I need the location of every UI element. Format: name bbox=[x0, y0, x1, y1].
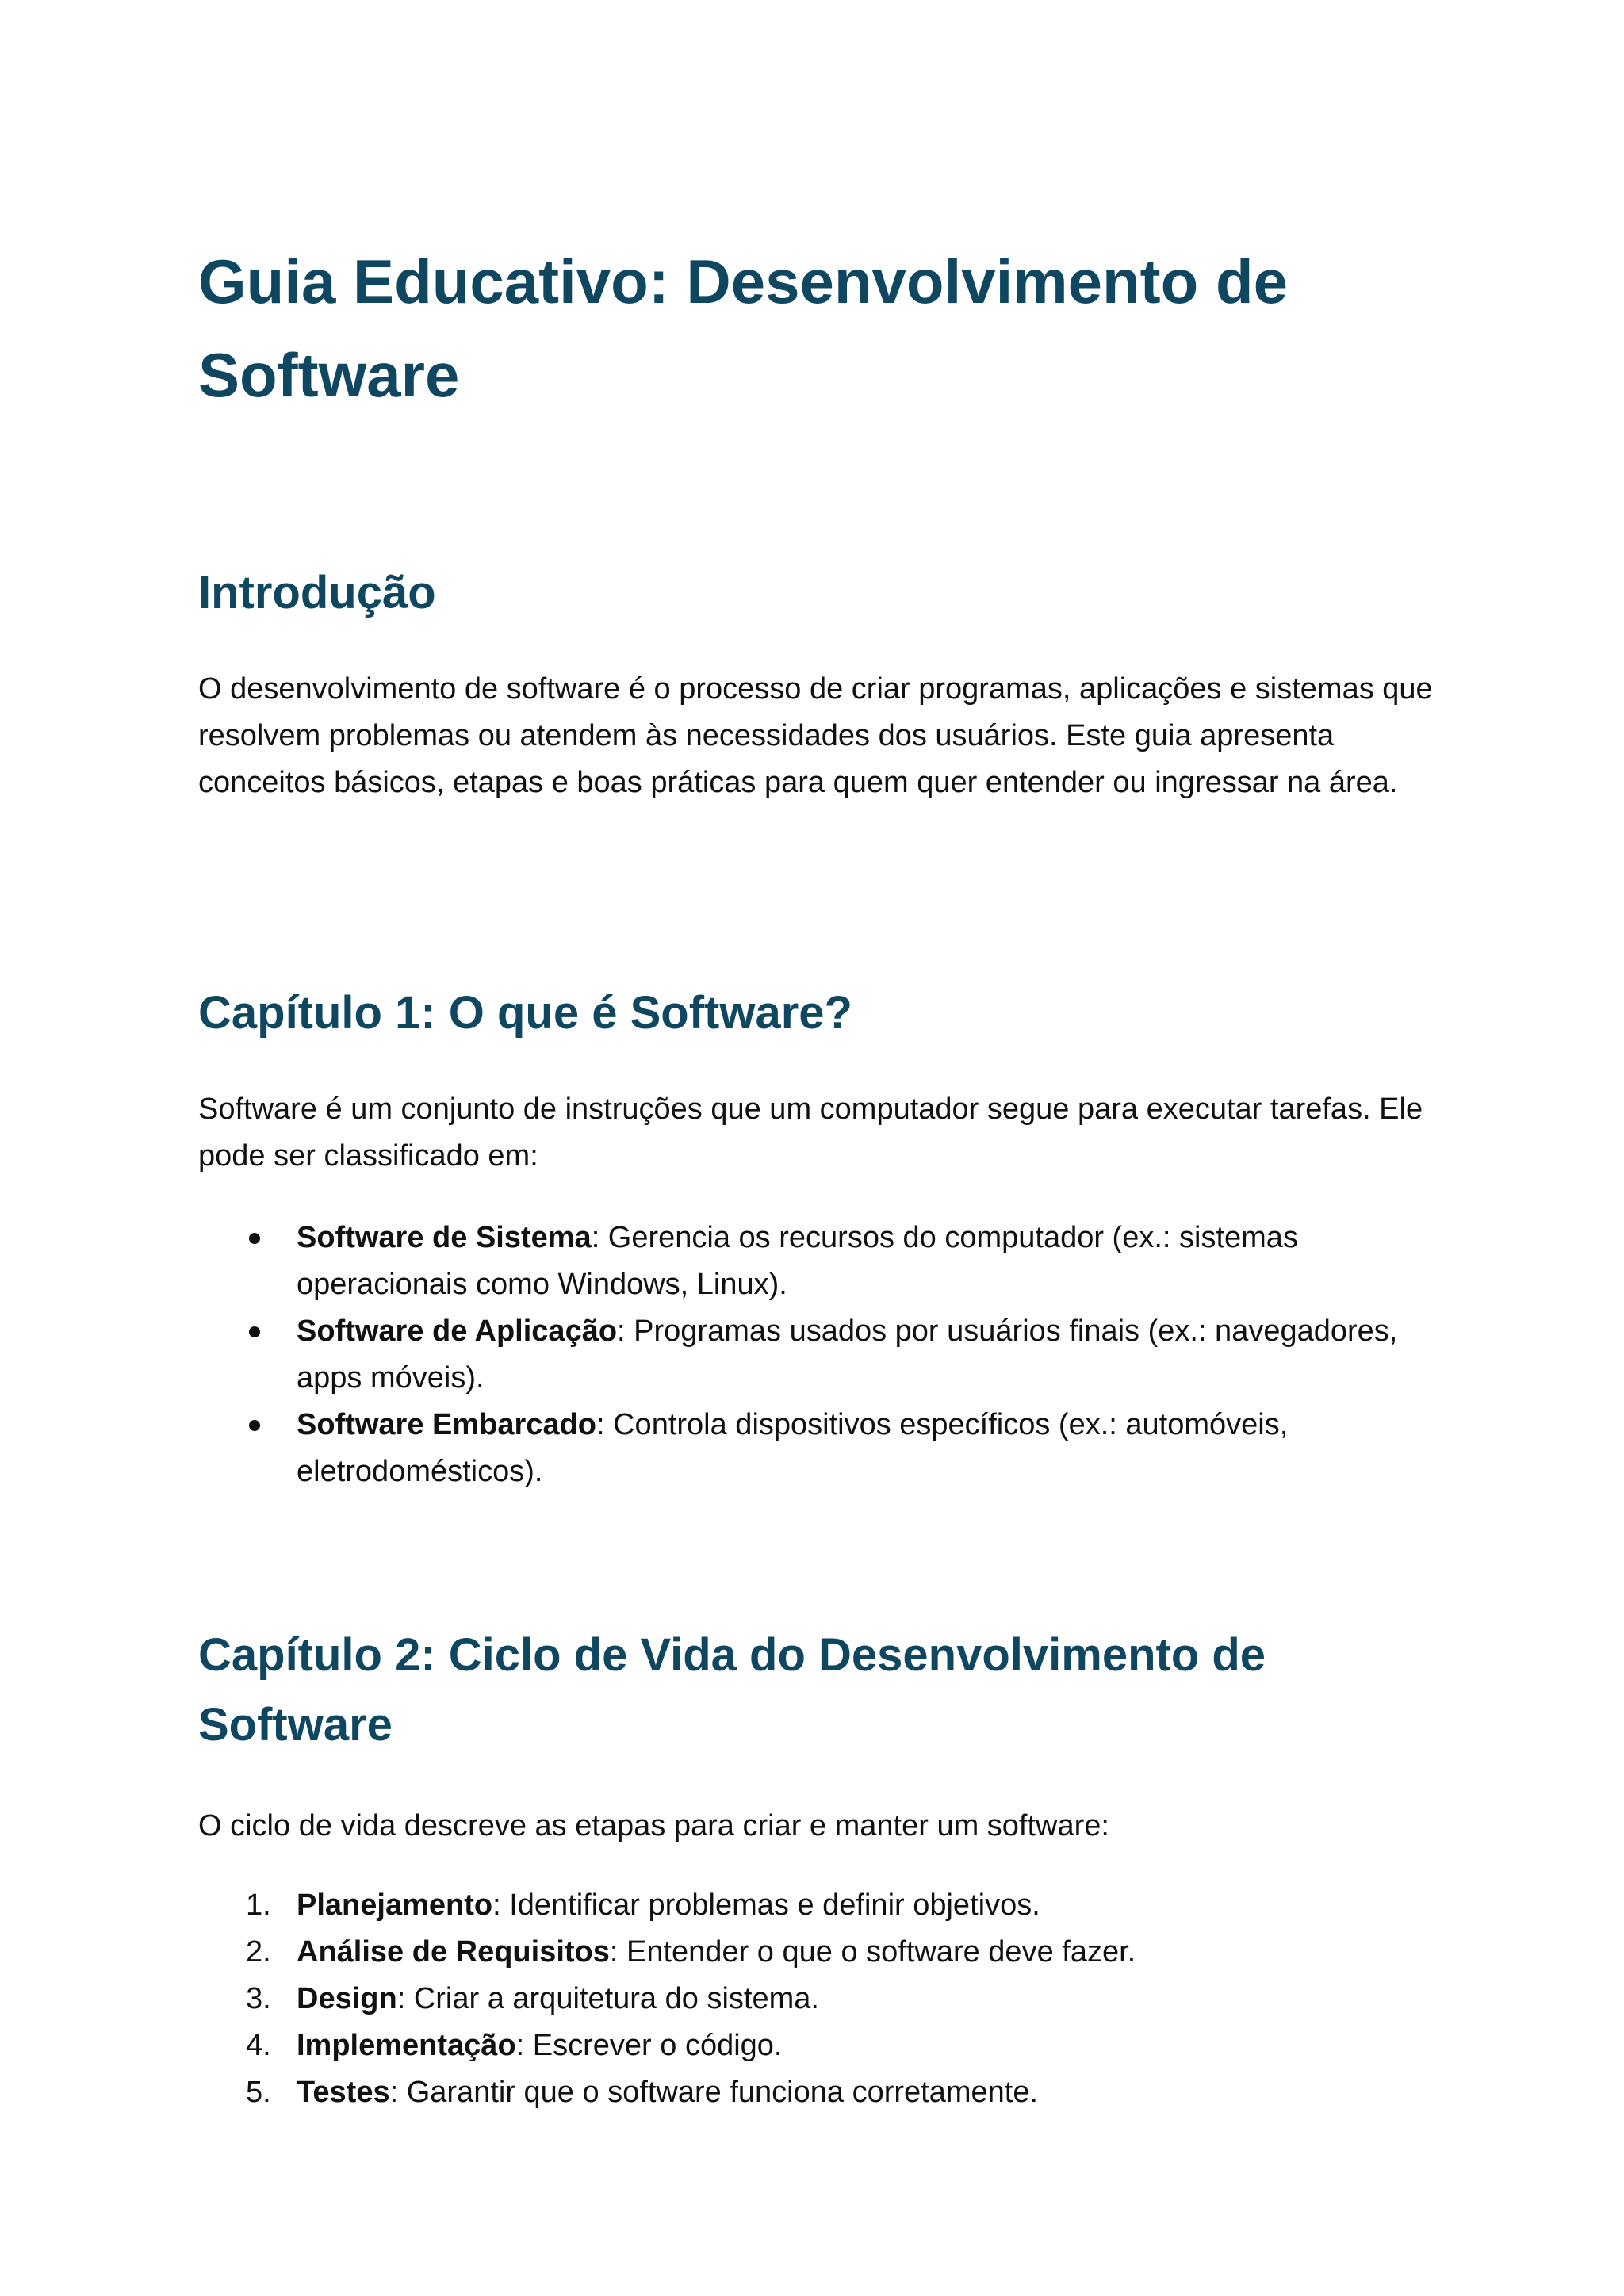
list-item-term: Testes bbox=[297, 2076, 390, 2109]
list-item-number: 3. bbox=[246, 1982, 271, 2015]
list-item-term: Design bbox=[297, 1982, 397, 2015]
intro-heading: Introdução bbox=[198, 567, 436, 618]
lifecycle-steps-list bbox=[198, 1882, 1435, 2116]
bullet-icon bbox=[249, 1420, 260, 1431]
list-item-term: Análise de Requisitos bbox=[297, 1935, 610, 1969]
list-item-testes bbox=[198, 2069, 1435, 2116]
software-types-list bbox=[198, 1215, 1435, 1495]
list-item-term: Planejamento bbox=[297, 1888, 493, 1922]
bullet-icon bbox=[249, 1233, 260, 1244]
list-item-planejamento bbox=[198, 1882, 1435, 1929]
bullet-icon bbox=[249, 1326, 260, 1337]
intro-paragraph: O desenvolvimento de software é o processo de criar programas, aplicações e sistemas que resolvem problemas ou atendem às necessidades dos usuários. Este guia apresenta conceitos básicos, etapas e boas práticas para quem quer entender ou ingressar na área. bbox=[198, 672, 1433, 799]
chapter2-paragraph: O ciclo de vida descreve as etapas para criar e manter um software: bbox=[198, 1809, 1109, 1843]
list-item-number: 1. bbox=[246, 1888, 271, 1922]
list-item-description: : Entender o que o software deve fazer. bbox=[609, 1935, 1136, 1969]
list-item-analise-de-requisitos bbox=[198, 1929, 1435, 1976]
list-item-design bbox=[198, 1976, 1435, 2022]
list-item-software-de-aplicacao bbox=[198, 1308, 1435, 1402]
list-item-number: 4. bbox=[246, 2029, 271, 2062]
list-item-description: : Identificar problemas e definir objetivos. bbox=[492, 1888, 1040, 1922]
document-title: Guia Educativo: Desenvolvimento de Software bbox=[198, 247, 1288, 410]
list-item-description: : Garantir que o software funciona corretamente. bbox=[389, 2076, 1039, 2109]
chapter2-heading: Capítulo 2: Ciclo de Vida do Desenvolvimento de Software bbox=[198, 1629, 1266, 1751]
list-item-term: Software de Sistema bbox=[297, 1221, 592, 1254]
list-item-description: : Controla dispositivos específicos (ex.: automóveis, eletrodomésticos). bbox=[297, 1408, 1289, 1488]
list-item-term: Software Embarcado bbox=[297, 1408, 596, 1441]
list-item-software-de-sistema bbox=[198, 1215, 1435, 1308]
chapter1-paragraph: Software é um conjunto de instruções que um computador segue para executar tarefas. Ele pode ser classificado em: bbox=[198, 1093, 1423, 1173]
list-item-number: 5. bbox=[246, 2076, 271, 2109]
list-item-description: : Criar a arquitetura do sistema. bbox=[396, 1982, 819, 2015]
list-item-number: 2. bbox=[246, 1935, 271, 1969]
list-item-software-embarcado bbox=[198, 1402, 1435, 1495]
list-item-description: : Programas usados por usuários finais (ex.: navegadores, apps móveis). bbox=[297, 1314, 1398, 1395]
list-item-implementacao bbox=[198, 2022, 1435, 2069]
chapter1-heading: Capítulo 1: O que é Software? bbox=[198, 987, 852, 1039]
list-item-description: : Gerencia os recursos do computador (ex.: sistemas operacionais como Windows, Linux). bbox=[297, 1221, 1298, 1301]
list-item-description: : Escrever o código. bbox=[515, 2029, 783, 2062]
list-item-term: Implementação bbox=[297, 2029, 516, 2062]
list-item-term: Software de Aplicação bbox=[297, 1314, 618, 1348]
